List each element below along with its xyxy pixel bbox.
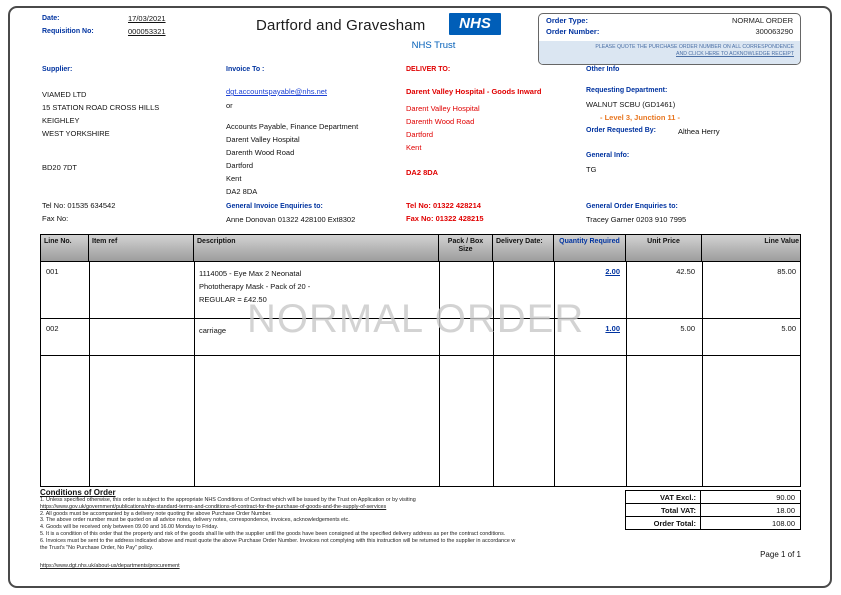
vat-excl-value: 90.00: [701, 490, 801, 503]
table-header-item-ref: Item ref: [89, 235, 194, 261]
order-total-value: 108.00: [701, 516, 801, 530]
table-header-unit-price: Unit Price: [626, 235, 702, 261]
invoice-email-link[interactable]: dgt.accountspayable@nhs.net: [226, 87, 328, 96]
order-note-line1: PLEASE QUOTE THE PURCHASE ORDER NUMBER ON ALL CORRESPONDENCE: [595, 44, 794, 50]
row2-description-line: carriage: [199, 326, 227, 335]
page-indicator: Page 1 of 1: [760, 550, 801, 559]
order-type-value: NORMAL ORDER: [732, 16, 793, 25]
column-divider: [702, 262, 703, 486]
row2-line-value: 5.00: [781, 324, 796, 333]
condition-line: 6. Invoices must be sent to the address indicated above and must quote the above Purchase Order Number. Invoices not complying with this instruction will be returned to the supplier in accordance w: [40, 537, 516, 544]
condition-line: 1. Unless specified otherwise, this order is subject to the appropriate NHS Conditions of Contract which will be issued by the Trust on Application or by visiting: [40, 497, 416, 503]
column-divider: [194, 262, 195, 486]
order-number-row: [539, 25, 800, 36]
deliver-address-line: Darent Valley Hospital: [406, 104, 480, 113]
column-divider: [554, 262, 555, 486]
order-enquiries-label: General Order Enquiries to:: [586, 203, 678, 210]
invoice-address-line: Dartford: [226, 161, 254, 170]
order-type-label: Order Type:: [546, 16, 588, 25]
invoice-address-line: Kent: [226, 174, 242, 183]
condition-line: 2. All goods must be accompanied by a delivery note quoting the above Purchase Order Number.: [40, 510, 272, 517]
row1-unit-price: 42.50: [676, 267, 695, 276]
po-table-header: [41, 235, 800, 262]
invoice-or-text: or: [226, 101, 233, 110]
invoice-address-line: Accounts Payable, Finance Department: [226, 122, 359, 131]
conditions-contract-link[interactable]: https://www.gov.uk/government/publications/nhs-standard-terms-and-conditions-of-contract-for-the-purchase-of-goods-and-the-supply-of-services: [40, 503, 387, 510]
other-info-section-label: Other Info: [586, 66, 620, 73]
supplier-address-line: KEIGHLEY: [42, 116, 80, 125]
deliver-name: Darent Valley Hospital - Goods Inward: [406, 87, 542, 96]
table-header-delivery-date: Delivery Date:: [493, 235, 554, 261]
invoice-to-section-label: Invoice To :: [226, 66, 265, 73]
invoice-address-line: DA2 8DA: [226, 187, 258, 196]
row1-description-line: REGULAR = £42.50: [199, 295, 267, 304]
column-divider: [493, 262, 494, 486]
deliver-tel: Tel No: 01322 428214: [406, 201, 481, 210]
invoice-address-line: Darenth Wood Road: [226, 148, 295, 157]
order-note: [539, 41, 800, 64]
supplier-section-label: Supplier:: [42, 66, 73, 73]
deliver-address-line: Kent: [406, 143, 422, 152]
condition-line: the Trust's "No Purchase Order, No Pay" policy.: [40, 544, 154, 551]
deliver-address-line: Dartford: [406, 130, 434, 139]
requisition-value: 000053321: [128, 27, 166, 36]
conditions-section: [40, 488, 615, 570]
row2-unit-price: 5.00: [680, 324, 695, 333]
table-header-line-no: Line No.: [41, 235, 89, 261]
location-note: - Level 3, Junction 11 -: [600, 113, 681, 122]
deliver-fax: Fax No: 01322 428215: [406, 214, 484, 223]
table-header-description: Description: [194, 235, 439, 261]
table-header-line-value: Line Value: [764, 238, 799, 245]
order-requested-by-value: Althea Herry: [678, 127, 720, 136]
row1-line-value: 85.00: [777, 267, 796, 276]
nhs-logo: NHS: [449, 13, 501, 35]
supplier-address-line: 15 STATION ROAD CROSS HILLS: [42, 103, 160, 112]
order-type-row: [539, 14, 800, 25]
supplier-postcode: BD20 7DT: [42, 163, 78, 172]
row2-description: [199, 324, 226, 337]
date-label: Date:: [42, 15, 60, 22]
row2-quantity: 1.00: [605, 324, 620, 333]
requisition-label: Requisition No:: [42, 28, 94, 35]
supplier-address-line: WEST YORKSHIRE: [42, 129, 110, 138]
deliver-address-line: Darenth Wood Road: [406, 117, 475, 126]
total-vat-row: [625, 503, 801, 516]
general-info-label: General Info:: [586, 152, 630, 159]
conditions-title: Conditions of Order: [40, 488, 116, 497]
order-number-label: Order Number:: [546, 27, 600, 36]
row2-line-no: 002: [46, 324, 59, 333]
po-table-body: [41, 262, 800, 486]
trust-subtitle: NHS Trust: [411, 40, 456, 51]
invoice-address-block: [226, 120, 358, 198]
supplier-name: VIAMED LTD: [42, 90, 87, 99]
column-divider: [89, 262, 90, 486]
order-enquiries-value: Tracey Garner 0203 910 7995: [586, 215, 687, 224]
column-divider: [626, 262, 627, 486]
column-divider: [439, 262, 440, 486]
order-requested-by-label: Order Requested By:: [586, 127, 657, 134]
order-total-row: [625, 516, 801, 530]
order-number-value: 300063290: [755, 27, 793, 36]
vat-excl-row: [625, 490, 801, 503]
table-header-quantity-required: Quantity Required: [554, 235, 626, 261]
general-info-value: TG: [586, 165, 597, 174]
order-total-label: Order Total:: [625, 516, 701, 530]
requesting-department-value: WALNUT SCBU (GD1461): [586, 100, 676, 109]
supplier-address-block: [42, 88, 159, 140]
supplier-fax: Fax No:: [42, 214, 69, 223]
deliver-address-block: [406, 102, 480, 154]
condition-line: 5. It is a condition of this order that the property and risk of the goods shall lie with the supplier until the goods have been consigned at the specified delivery address as per the contract conditions.: [40, 530, 506, 537]
condition-line: 4. Goods will be received only between 09.00 and 16.00 Monday to Friday.: [40, 524, 219, 531]
deliver-postcode: DA2 8DA: [406, 168, 439, 177]
row1-description-line: 1114005 - Eye Max 2 Neonatal: [199, 269, 302, 278]
deliver-to-section-label: DELIVER TO:: [406, 66, 451, 73]
invoice-enquiries-value: Anne Donovan 01322 428100 Ext8302: [226, 215, 356, 224]
invoice-enquiries-label: General Invoice Enquiries to:: [226, 203, 323, 210]
procurement-link[interactable]: https://www.dgt.nhs.uk/about-us/departments/procurement: [40, 563, 180, 570]
order-acknowledge-link[interactable]: AND CLICK HERE TO ACKNOWLEDGE RECEIPT: [676, 50, 794, 57]
total-vat-label: Total VAT:: [625, 503, 701, 516]
totals-box: [625, 490, 801, 530]
trust-name: Dartford and Gravesham: [256, 17, 426, 34]
order-info-box: [538, 13, 801, 65]
vat-excl-label: VAT Excl.:: [625, 490, 701, 503]
table-header-pack-box-size: Pack / Box Size: [439, 235, 493, 261]
order-type-watermark: NORMAL ORDER: [247, 297, 585, 341]
po-table: [40, 234, 801, 487]
row1-quantity: 2.00: [605, 267, 620, 276]
date-value: 17/03/2021: [128, 14, 166, 23]
invoice-address-line: Darent Valley Hospital: [226, 135, 300, 144]
requesting-department-label: Requesting Department:: [586, 87, 668, 94]
row1-line-no: 001: [46, 267, 59, 276]
row-divider: [41, 355, 800, 356]
supplier-tel: Tel No: 01535 634542: [42, 201, 116, 210]
total-vat-value: 18.00: [701, 503, 801, 516]
row1-description-line: Phototherapy Mask - Pack of 20 -: [199, 282, 311, 291]
condition-line: 3. The above order number must be quoted on all advice notes, delivery notes, correspondence, invoices, acknowledgements etc.: [40, 517, 350, 524]
